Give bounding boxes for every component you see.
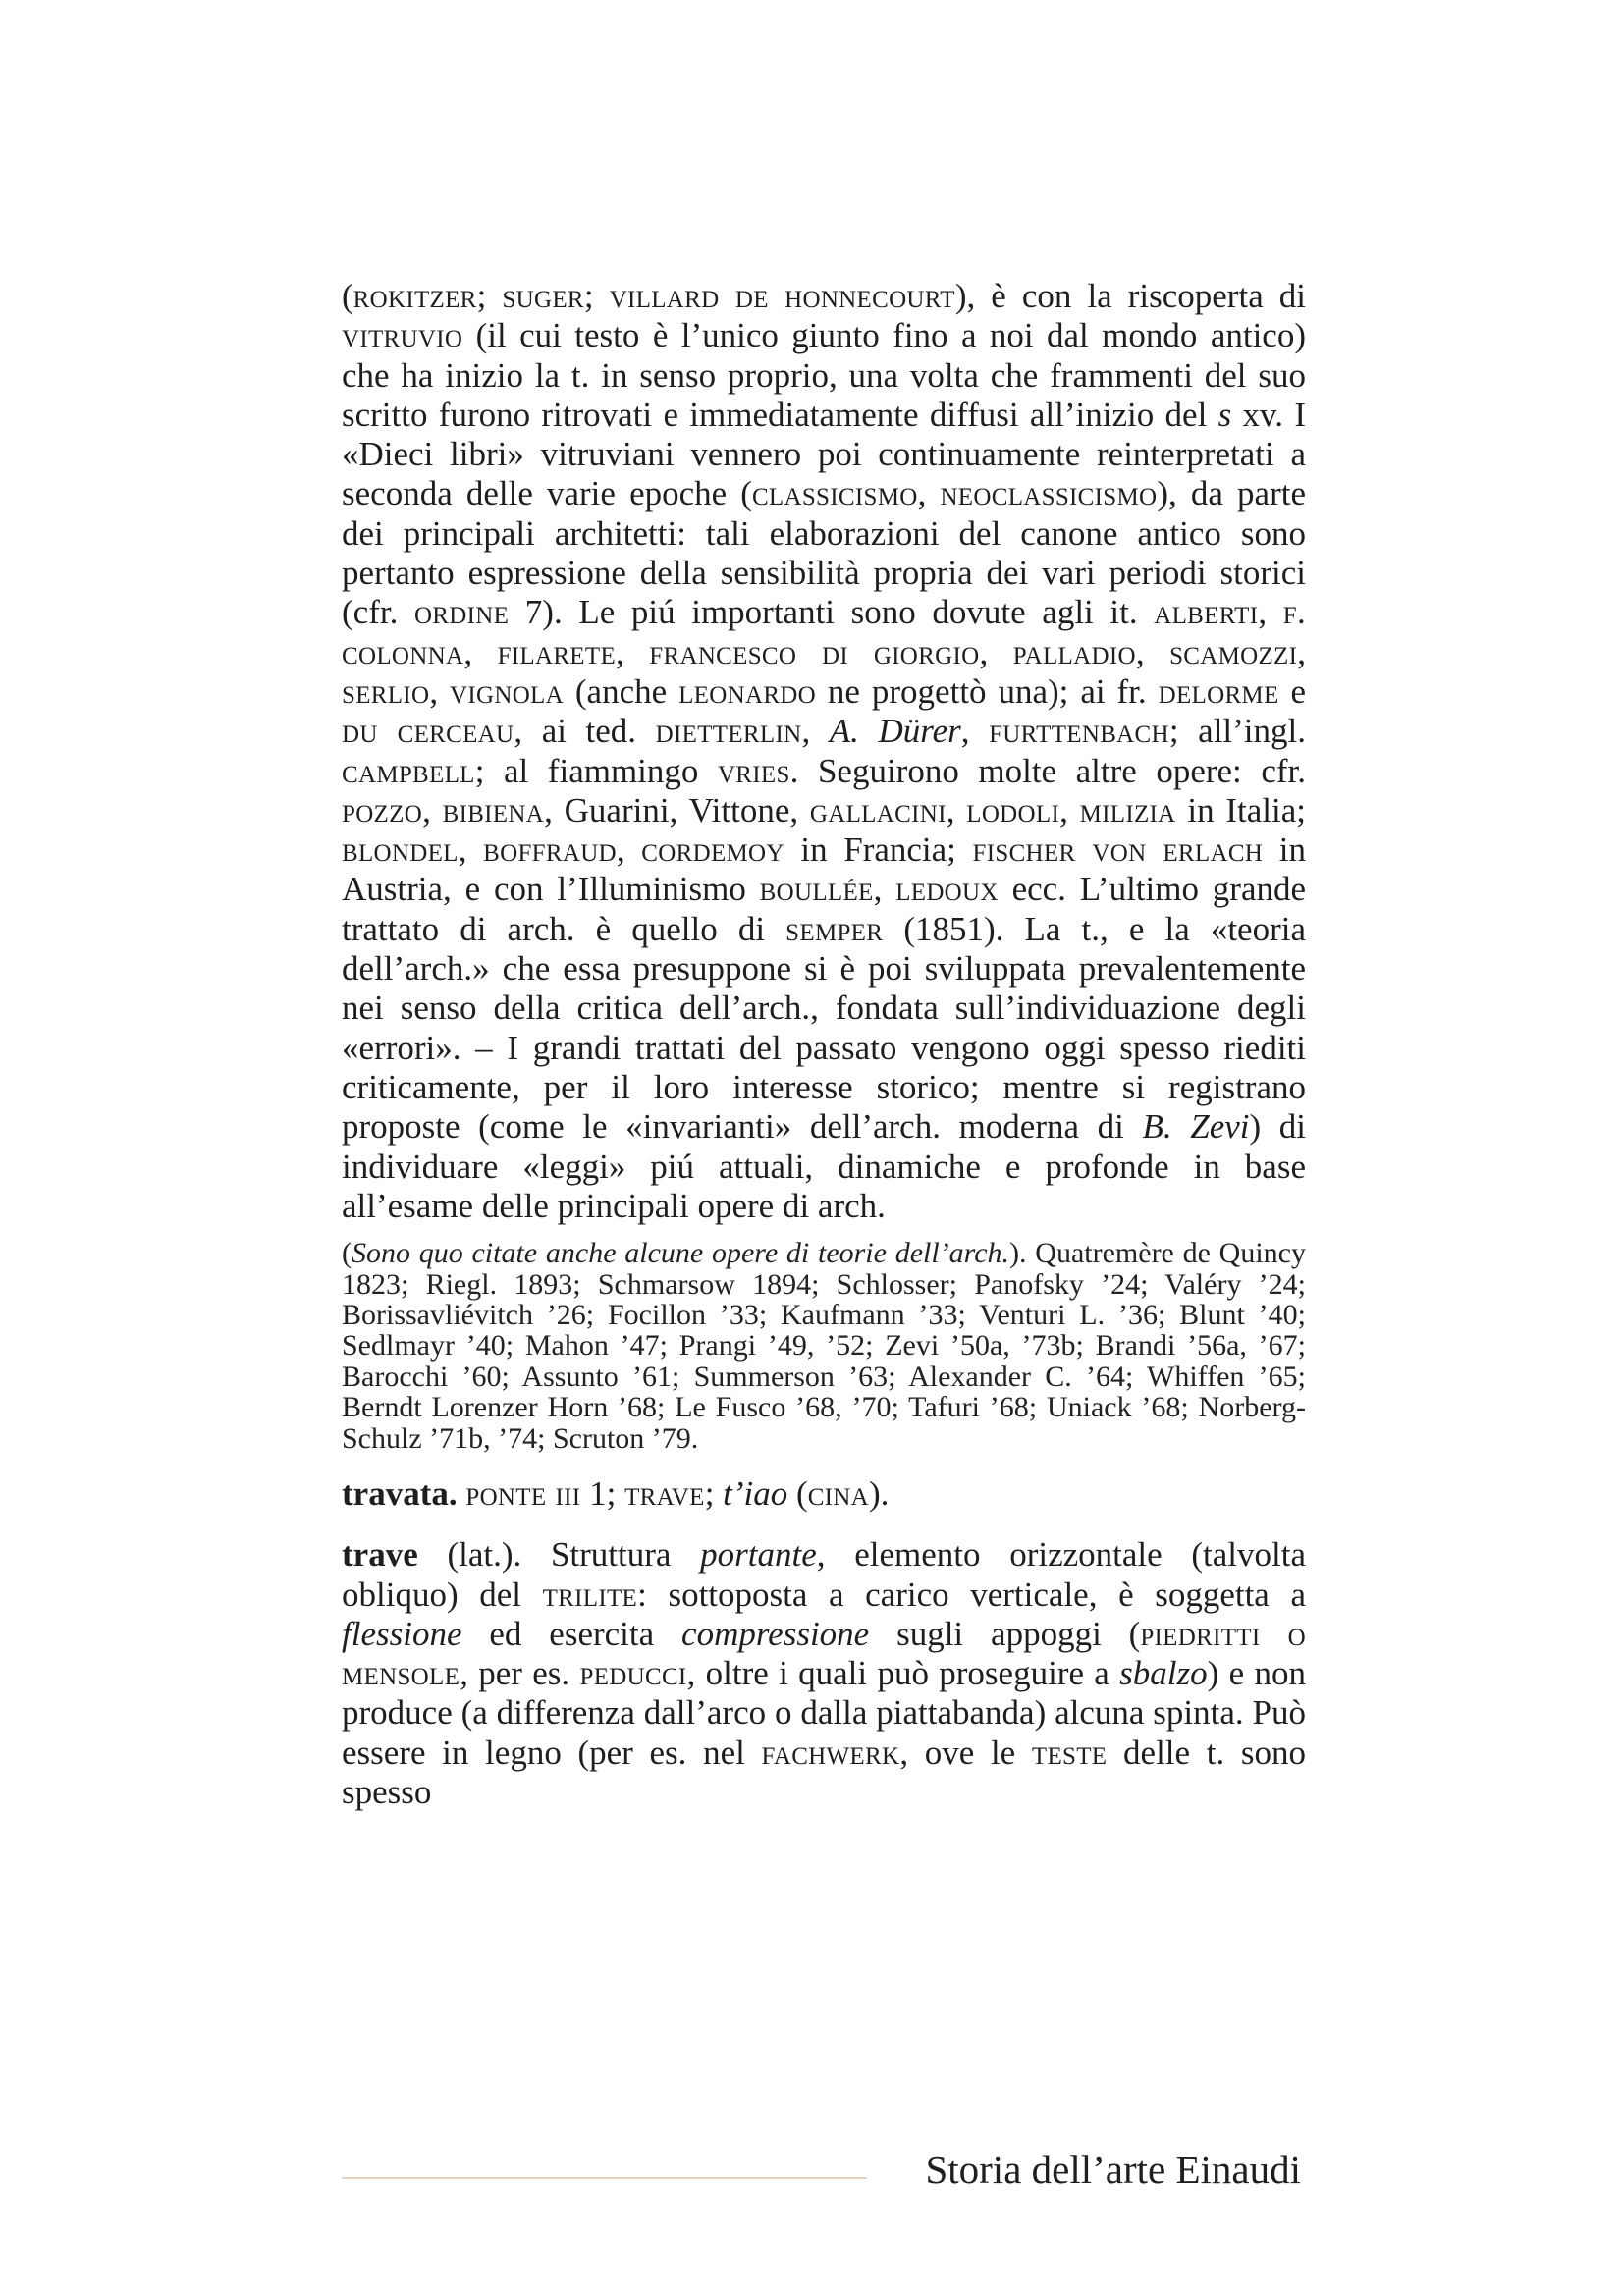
text-run: 7). Le piú importanti sono dovute agli it. xyxy=(509,593,1155,632)
xref[interactable]: semper xyxy=(785,909,884,948)
text-run: , xyxy=(616,632,650,671)
xref[interactable]: pozzo xyxy=(342,790,423,829)
text-run: ; xyxy=(476,277,503,315)
xref[interactable]: bibiena xyxy=(442,790,545,829)
text-run: ; all’ingl. xyxy=(1168,712,1307,751)
text-run: , xyxy=(429,671,450,711)
italic-run: portante xyxy=(700,1535,817,1575)
xref[interactable]: campbell xyxy=(342,751,475,790)
text-run: in Italia; xyxy=(1175,790,1306,829)
xref[interactable]: furttenbach xyxy=(989,712,1169,751)
text-run: , elemento orizzontale (talvolta obliquo) del xyxy=(342,1535,1306,1614)
text-run: , xyxy=(458,830,484,870)
xref[interactable]: trave xyxy=(624,1473,705,1513)
xref[interactable]: serlio xyxy=(342,671,430,711)
xref[interactable]: scamozzi xyxy=(1169,632,1298,671)
entry-body-trattato xyxy=(342,277,1306,1226)
xref[interactable]: f. colonna xyxy=(342,593,1306,671)
text-run: , xyxy=(801,712,830,751)
text-run: ecc. L’ultimo grande trattato di arch. è quello di xyxy=(342,870,1307,948)
text-run: , xyxy=(979,632,1013,671)
text-run: ; al fiammingo xyxy=(474,751,718,790)
text-run: , xyxy=(1297,632,1306,671)
xref[interactable]: classicismo xyxy=(751,474,918,513)
xref[interactable]: francesco di giorgio xyxy=(649,632,980,671)
xref[interactable]: rokitzer xyxy=(352,277,477,315)
text-column xyxy=(342,277,1306,1812)
footer-rule xyxy=(342,2177,867,2179)
text-run: (anche xyxy=(563,671,679,711)
xref[interactable]: dietterlin xyxy=(655,712,802,751)
text-run: , xyxy=(1059,790,1080,829)
xref[interactable]: fachwerk xyxy=(761,1733,900,1772)
xref[interactable]: milizia xyxy=(1079,790,1176,829)
text-run: 1; xyxy=(580,1473,625,1513)
headword: travata. xyxy=(342,1473,458,1513)
italic-run: compressione xyxy=(681,1614,870,1653)
text-run: ) di individuare «leggi» piú attuali, dinamiche e profonde in base all’esame delle principali opere di arch. xyxy=(342,1107,1306,1225)
xref[interactable]: suger xyxy=(502,277,584,315)
text-run: ; xyxy=(704,1473,724,1513)
italic-run: A. Dürer xyxy=(829,712,961,751)
text-run: ne progettò una); ai fr. xyxy=(816,671,1159,711)
xref[interactable]: vries xyxy=(717,751,790,790)
xref[interactable]: palladio xyxy=(1012,632,1136,671)
xref[interactable]: filarete xyxy=(497,632,617,671)
xref[interactable]: cordemoy xyxy=(641,830,784,870)
entry-travata xyxy=(342,1474,1306,1514)
text-run: , Guarini, Vittone, xyxy=(544,790,810,829)
text-run: , xyxy=(616,830,642,870)
text-run: ), da parte dei principali architetti: tali elaborazioni del canone antico sono pertanto espressione della sensibilità propria dei vari periodi storici (cfr. xyxy=(342,474,1306,632)
text-run: , xyxy=(1258,593,1283,632)
italic-run: B. Zevi xyxy=(1142,1107,1250,1147)
text-run: ), è con la riscoperta di xyxy=(954,277,1306,315)
text-run: ( xyxy=(787,1473,808,1513)
text-run: , xyxy=(960,712,990,751)
bibliography-note xyxy=(342,1238,1306,1454)
text-run: , xyxy=(917,474,941,513)
italic-run: t’iao xyxy=(723,1473,788,1513)
text-run: , per es. xyxy=(460,1654,580,1693)
text-run: , xyxy=(946,790,967,829)
text-run: , xyxy=(873,870,896,909)
headword: trave xyxy=(342,1535,418,1575)
xref[interactable]: trilite xyxy=(542,1575,638,1614)
xref[interactable]: peducci xyxy=(579,1654,687,1693)
xref[interactable]: neoclassicismo xyxy=(940,474,1158,513)
text-run: sugli appoggi ( xyxy=(869,1614,1141,1653)
text-run: ) e non produce (a differenza dall’arco o dalla piattabanda) alcuna spinta. Può essere in legno (per es. nel xyxy=(342,1654,1306,1772)
xref[interactable]: villard de honnecourt xyxy=(609,277,955,315)
text-run: , ove le xyxy=(899,1733,1032,1772)
text-run: (lat.). Struttura xyxy=(417,1535,701,1575)
xref[interactable]: vignola xyxy=(450,671,564,711)
xref[interactable]: ledoux xyxy=(895,870,999,909)
text-run: ). Quatremère de Quincy 1823; Riegl. 1893; Schmarsow 1894; Schlosser; Panofsky ’24; Valéry ’24; Borissavliévitch ’26; Focillon ’33; Kaufmann ’33; Venturi L. ’36; Blunt ’40; Sedlmayr ’40; Mahon ’47; Prangi ’49, ’52; Zevi ’50a, ’73b; Brandi ’56a, ’67; Barocchi ’60; Assunto ’61; Summerson ’63; Alexander C. ’64; Whiffen ’65; Berndt Lorenzer Horn ’68; Le Fusco ’68, ’70; Tafuri ’68; Uniack ’68; Norberg-Schulz ’71b, ’74; Scruton ’79. xyxy=(342,1237,1306,1455)
text-run: ( xyxy=(342,1237,352,1270)
italic-run: s xyxy=(1217,395,1232,434)
xref[interactable]: fischer von erlach xyxy=(972,830,1264,870)
text-run: e xyxy=(1278,671,1307,711)
xref[interactable]: blondel xyxy=(342,830,459,870)
entry-trave xyxy=(342,1535,1306,1812)
text-run: (il cui testo è l’unico giunto fino a noi dal mondo antico) che ha inizio la t. in senso proprio, una volta che frammenti del suo scritto furono ritrovati e immediatamente diffusi all’inizio del xyxy=(342,316,1306,434)
xref[interactable]: piedritti o mensole xyxy=(342,1614,1307,1693)
xref[interactable]: ordine xyxy=(413,593,510,632)
italic-run: sbalzo xyxy=(1119,1654,1208,1693)
xref[interactable]: teste xyxy=(1031,1733,1108,1772)
xref[interactable]: cina xyxy=(807,1473,869,1513)
text-run: xv. I «Dieci libri» vitruviani vennero poi continuamente reinterpretati a seconda delle varie epoche ( xyxy=(342,395,1306,513)
text-run: delle t. sono spesso xyxy=(342,1733,1306,1812)
text-run: , ai ted. xyxy=(514,712,656,751)
text-run: in Francia; xyxy=(784,830,973,870)
text-run: , oltre i quali può proseguire a xyxy=(686,1654,1120,1693)
text-run: in Austria, e con l’Illuminismo xyxy=(342,830,1307,909)
footer-title: Storia dell’arte Einaudi xyxy=(925,2147,1301,2192)
xref[interactable]: ponte iii xyxy=(465,1473,581,1513)
xref[interactable]: gallacini xyxy=(809,790,947,829)
text-run: ; xyxy=(583,277,610,315)
xref[interactable]: boullée xyxy=(759,870,874,909)
xref[interactable]: leonardo xyxy=(678,671,816,711)
text-run: , xyxy=(1135,632,1170,671)
text-run: , xyxy=(463,632,498,671)
text-run: ed esercita xyxy=(461,1614,682,1653)
text-run: : sottoposta a carico verticale, è soggetta a xyxy=(637,1575,1306,1614)
italic-run: flessione xyxy=(342,1614,462,1653)
xref[interactable]: vitruvio xyxy=(342,316,463,355)
xref[interactable]: alberti xyxy=(1154,593,1259,632)
italic-run: Sono quo citate anche alcune opere di teorie dell’arch. xyxy=(352,1237,1010,1270)
xref[interactable]: delorme xyxy=(1158,671,1279,711)
text-run: ( xyxy=(342,277,353,315)
text-run: ). xyxy=(869,1473,890,1513)
xref[interactable]: boffraud xyxy=(483,830,617,870)
xref[interactable]: lodoli xyxy=(966,790,1060,829)
xref[interactable]: du cerceau xyxy=(342,712,514,751)
text-run: , xyxy=(422,790,443,829)
text-run: . Seguirono molte altre opere: cfr. xyxy=(789,751,1306,790)
text-run: (1851). La t., e la «teoria dell’arch.» che essa presuppone si è poi sviluppata prevalentemente nei senso della critica dell’arch., fondata sull’individuazione degli «errori». – I grandi trattati del passato vengono oggi spesso riediti criticamente, per il loro interesse storico; mentre si registrano proposte (come le «invarianti» dell’arch. moderna di xyxy=(342,909,1307,1147)
